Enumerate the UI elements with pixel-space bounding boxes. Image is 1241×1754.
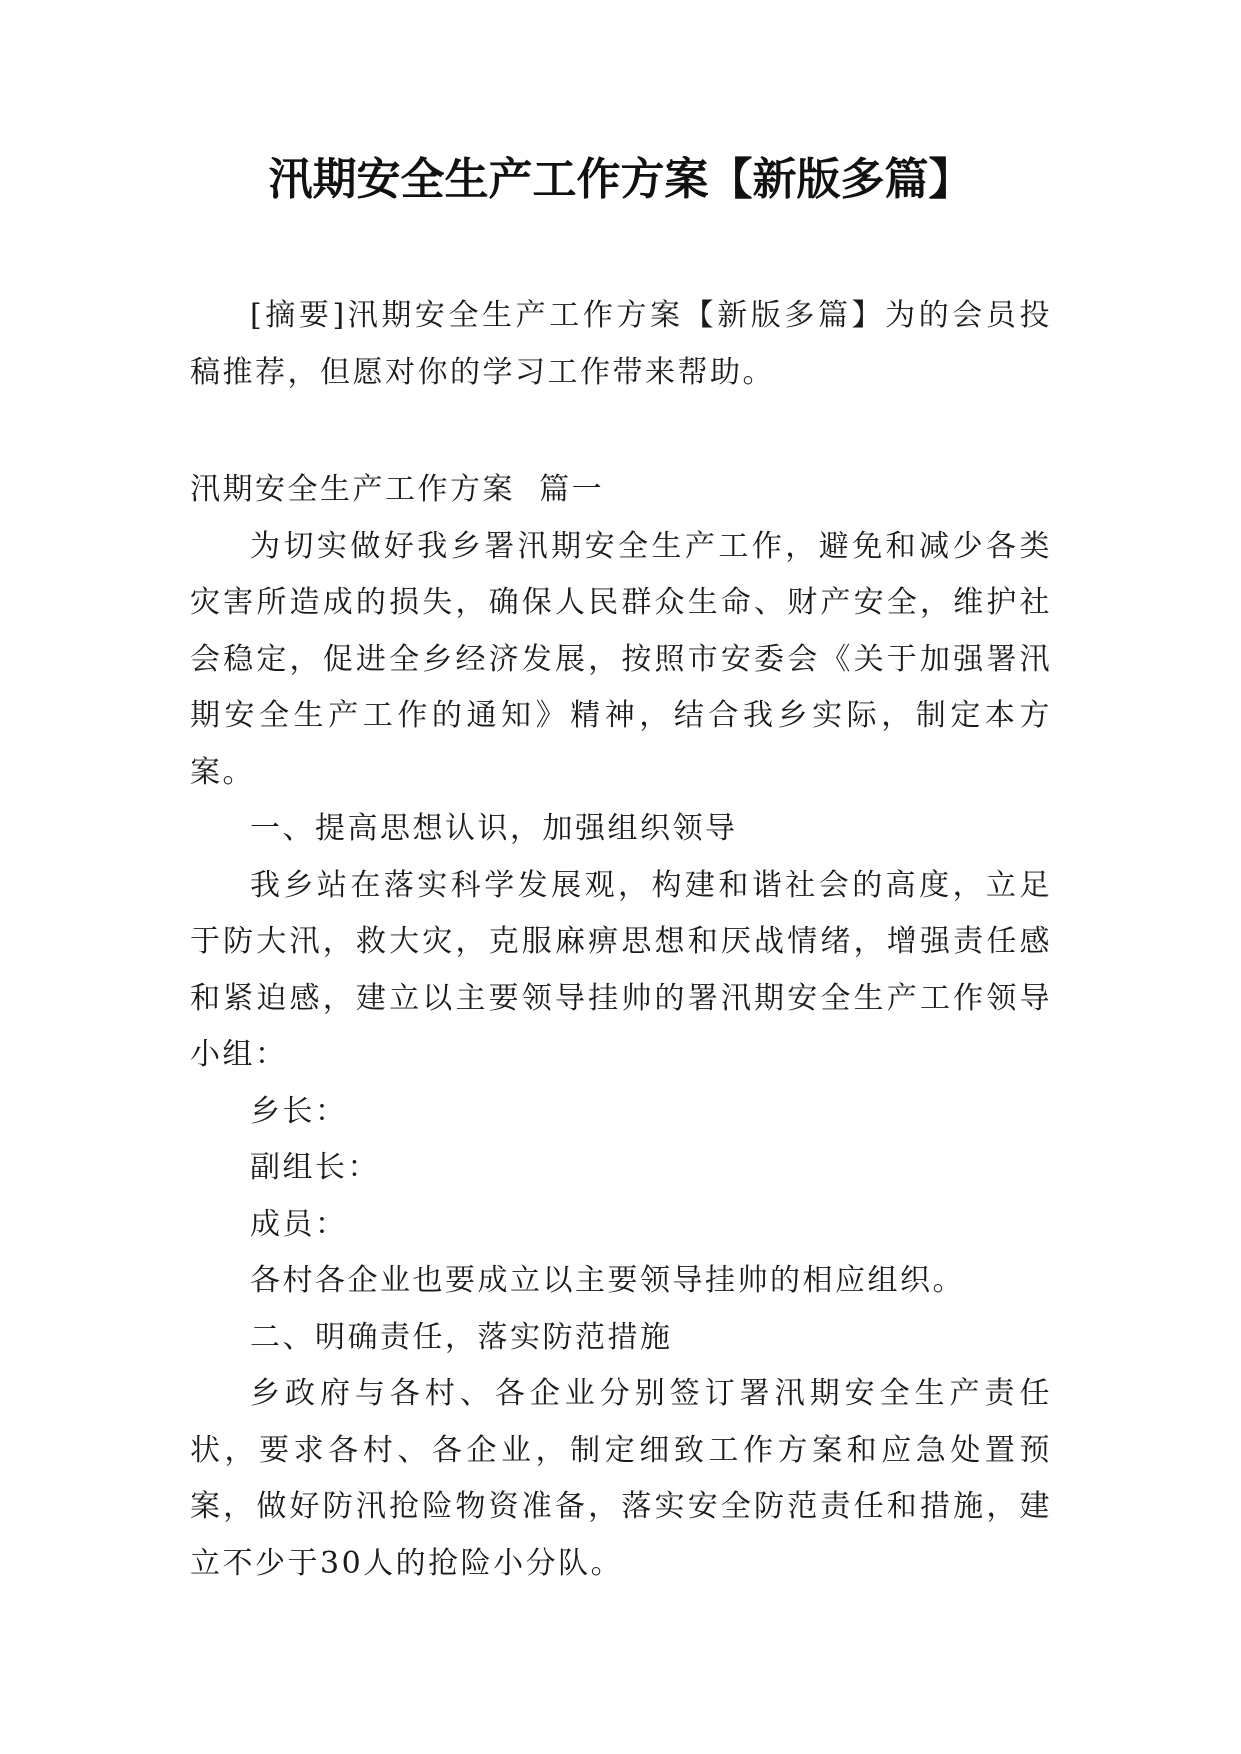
- section-heading: 汛期安全生产工作方案 篇一: [190, 472, 605, 507]
- role-line-deputy-leader: 副组长：: [250, 1150, 380, 1185]
- subheading-2: 二、明确责任，落实防范措施: [250, 1319, 673, 1355]
- body-paragraph: 乡政府与各村、各企业分别签订署汛期安全生产责任状，要求各村、各企业，制定细致工作方案和应急处置预案，做好防汛抢险物资准备，落实安全防范责任和措施，建立不少于30人的抢险小分队。: [190, 1376, 1052, 1581]
- role-line-township-head: 乡长：: [250, 1093, 348, 1129]
- body-paragraph: 我乡站在落实科学发展观，构建和谐社会的高度，立足于防大汛，救大灾，克服麻痹思想和厌战情绪，增强责任感和紧迫感，建立以主要领导挂帅的署汛期安全生产工作领导小组：: [190, 867, 1052, 1072]
- document-title: 汛期安全生产工作方案【新版多篇】: [268, 154, 973, 205]
- subheading-1: 一、提高思想认识，加强组织领导: [250, 811, 738, 846]
- main-body: [190, 462, 1052, 1592]
- summary-block: [190, 288, 1052, 401]
- body-paragraph: 各村各企业也要成立以主要领导挂帅的相应组织。: [250, 1263, 965, 1298]
- summary-paragraph: [摘要]汛期安全生产工作方案【新版多篇】为的会员投稿推荐，但愿对你的学习工作带来帮助。: [190, 298, 1052, 390]
- body-paragraph: 为切实做好我乡署汛期安全生产工作，避免和减少各类灾害所造成的损失，确保人民群众生命、财产安全，维护社会稳定，促进全乡经济发展，按照市安委会《关于加强署汛期安全生产工作的通知》精神，结合我乡实际，制定本方案。: [190, 528, 1052, 790]
- role-line-members: 成员：: [250, 1206, 348, 1242]
